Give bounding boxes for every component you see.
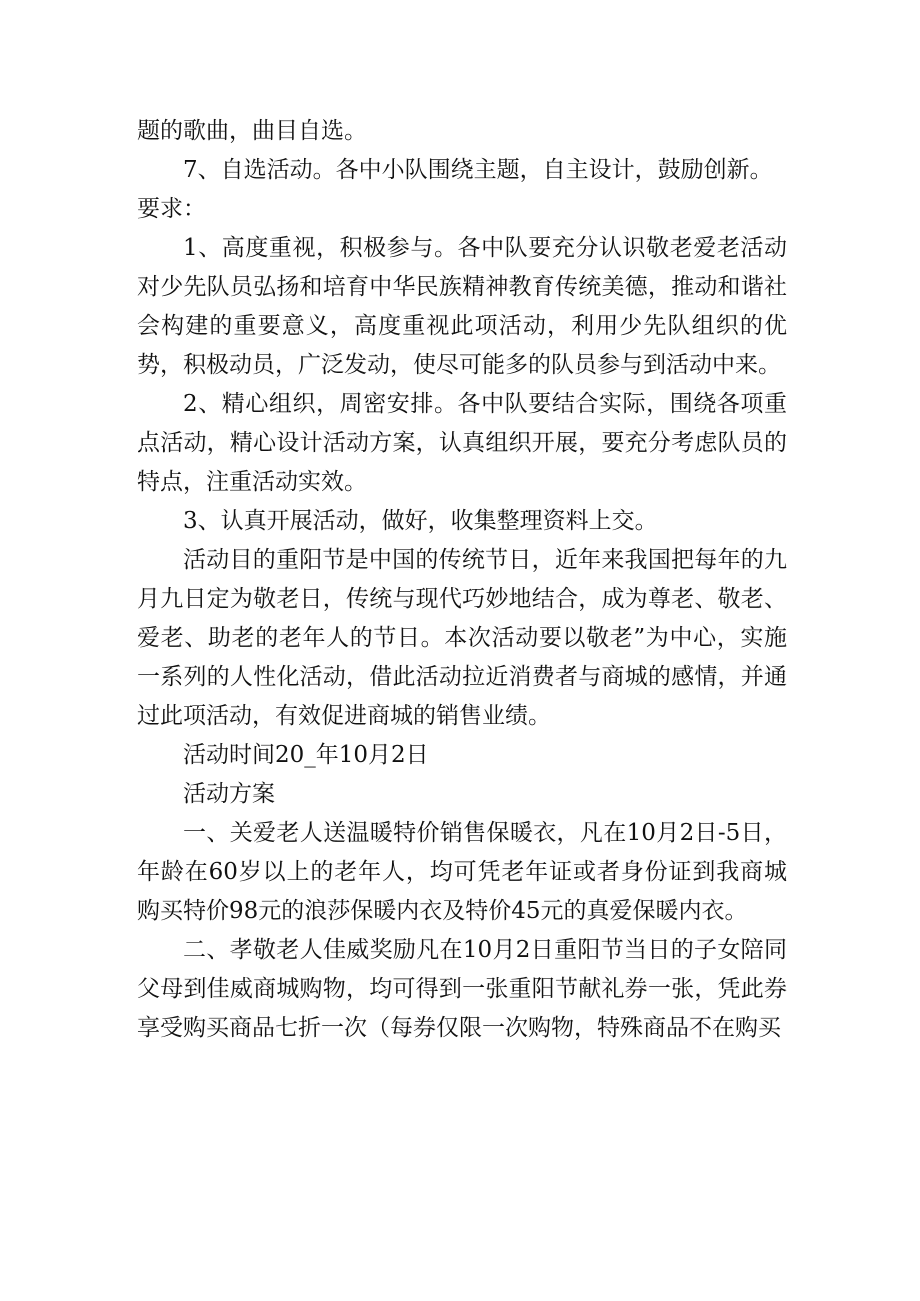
paragraph-song-selection: 题的歌曲，曲目自选。 [137,118,367,144]
paragraph-plan-2: 二、孝敬老人佳威奖励凡在10月2日重阳节当日的子女陪同父母到佳威商城购物，均可得到一张重阳节献礼券一张，凭此券享受购买商品七折一次（每券仅限一次购物，特殊商品不在购买 [137,937,787,1041]
paragraph-requirement-3: 3、认真开展活动，做好，收集整理资料上交。 [183,508,658,534]
document-body [137,112,787,1048]
paragraph-activity-plan-heading: 活动方案 [183,781,275,807]
paragraph-item-7: 7、自选活动。各中小队围绕主题，自主设计，鼓励创新。 [183,157,773,183]
paragraph-plan-1: 一、关爱老人送温暖特价销售保暖衣，凡在10月2日-5日，年龄在60岁以上的老年人，均可凭老年证或者身份证到我商城购买特价98元的浪莎保暖内衣及特价45元的真爱保暖内衣。 [137,820,787,924]
paragraph-activity-time: 活动时间20_年10月2日 [183,742,429,768]
paragraph-requirement-1: 1、高度重视，积极参与。各中队要充分认识敬老爱老活动对少先队员弘扬和培育中华民族精神教育传统美德，推动和谐社会构建的重要意义，高度重视此项活动，利用少先队组织的优势，积极动员，广泛发动，使尽可能多的队员参与到活动中来。 [137,235,787,378]
paragraph-activity-purpose: 活动目的重阳节是中国的传统节日，近年来我国把每年的九月九日定为敬老日，传统与现代巧妙地结合，成为尊老、敬老、爱老、助老的老年人的节日。本次活动要以敬老”为中心，实施一系列的人性化活动，借此活动拉近消费者与商城的感情，并通过此项活动，有效促进商城的销售业绩。 [137,547,787,729]
paragraph-requirement-2: 2、精心组织，周密安排。各中队要结合实际，围绕各项重点活动，精心设计活动方案，认真组织开展，要充分考虑队员的特点，注重活动实效。 [137,391,787,495]
paragraph-requirements-heading: 要求： [137,196,206,222]
